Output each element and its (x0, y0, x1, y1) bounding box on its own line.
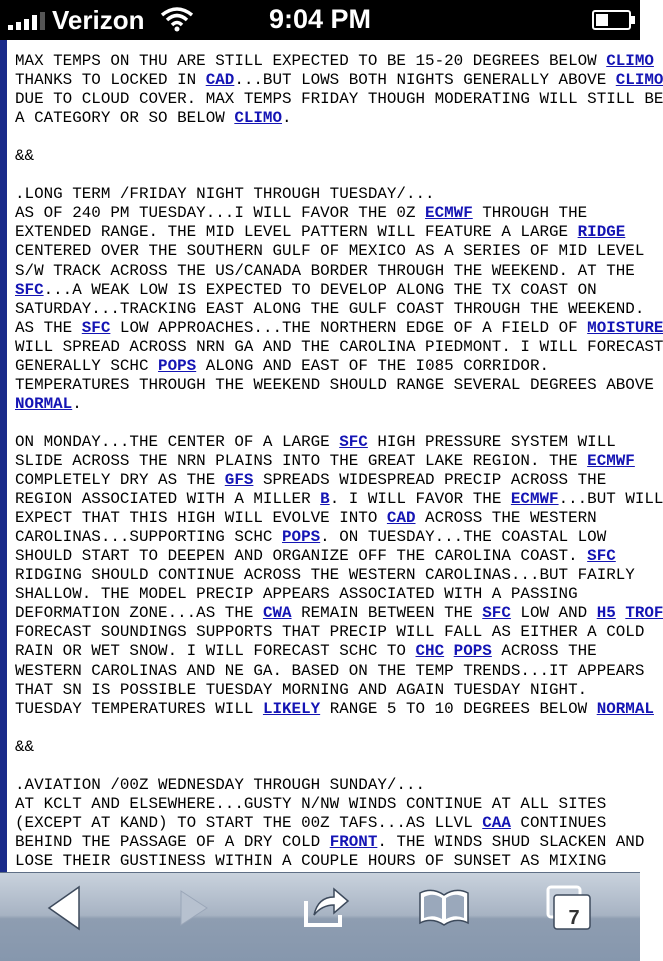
text-line (15, 433, 655, 452)
text-segment: S/W TRACK ACROSS THE US/CANADA BORDER THROUGH THE WEEKEND. AT THE (15, 261, 635, 280)
text-segment: CAROLINAS...SUPPORTING SCHC (15, 528, 283, 547)
text-segment: && (15, 147, 35, 166)
text-line (15, 719, 655, 738)
text-line (15, 623, 655, 642)
text-segment: . THE WINDS SHUD SLACKEN AND (377, 832, 645, 851)
text-segment: .AVIATION /00Z WEDNESDAY THROUGH SUNDAY/... (15, 775, 426, 794)
text-line (15, 262, 655, 281)
text-segment: && (15, 737, 35, 756)
glossary-link[interactable]: B (320, 490, 330, 509)
clock-time: 9:04 PM (268, 4, 372, 34)
text-segment: AS OF 240 PM TUESDAY...I WILL FAVOR THE 0Z (15, 204, 426, 223)
text-segment: THANKS TO LOCKED IN (15, 71, 206, 90)
text-segment: CENTERED OVER THE SOUTHERN GULF OF MEXICO AS A SERIES OF MID LEVEL (15, 242, 645, 261)
carrier-name: Verizon (52, 5, 145, 35)
glossary-link[interactable]: NORMAL (596, 699, 654, 718)
text-line (15, 300, 655, 319)
forward-button[interactable] (153, 883, 233, 951)
text-segment (616, 604, 626, 622)
text-segment: LOSE THEIR GUSTINESS WITHIN A COUPLE HOURS OF SUNSET AS MIXING (15, 851, 607, 870)
text-segment: THROUGH THE (472, 204, 588, 223)
text-line (15, 585, 655, 604)
share-icon (294, 883, 354, 933)
glossary-link[interactable]: H5 (596, 604, 616, 623)
text-segment: A CATEGORY OR SO BELOW (15, 109, 235, 128)
glossary-link[interactable]: CLIMO (234, 109, 283, 128)
text-line (15, 318, 663, 338)
back-button[interactable] (25, 883, 105, 951)
text-segment: SATURDAY...TRACKING EAST ALONG THE GULF COAST THROUGH THE WEEKEND. (15, 299, 645, 318)
status-bar (0, 0, 640, 40)
glossary-link[interactable]: CHC (415, 642, 445, 661)
tabs-button[interactable] (534, 883, 614, 951)
share-button[interactable] (284, 883, 364, 951)
text-segment: AS THE (15, 318, 82, 337)
glossary-link[interactable]: TROF (625, 604, 663, 623)
text-line (15, 376, 655, 395)
text-segment: SHALLOW. THE MODEL PRECIP APPEARS ASSOCIATED WITH A PASSING (15, 585, 578, 604)
text-line (15, 604, 663, 623)
text-line (15, 452, 655, 471)
text-line (15, 795, 655, 814)
glossary-link[interactable]: POPS (453, 642, 492, 661)
text-segment: LOW AND (510, 604, 597, 623)
text-line (15, 395, 655, 414)
text-segment: ...BUT LOWS BOTH NIGHTS GENERALLY ABOVE (234, 71, 616, 90)
text-segment: SPREADS WIDESPREAD PRECIP ACROSS THE (253, 471, 607, 490)
text-line (15, 547, 655, 566)
text-segment: EXPECT THAT THIS HIGH WILL EVOLVE INTO (15, 509, 387, 528)
text-segment: DEFORMATION ZONE...AS THE (15, 604, 263, 623)
text-line (15, 281, 655, 300)
glossary-link[interactable]: CAA (482, 813, 511, 832)
text-line (15, 166, 655, 185)
text-line (15, 566, 655, 585)
back-arrow-icon (45, 883, 85, 933)
text-segment: BEHIND THE PASSAGE OF A DRY COLD (15, 832, 330, 851)
text-line (15, 242, 655, 261)
glossary-link[interactable]: SFC (81, 318, 111, 337)
text-line (15, 147, 655, 166)
text-line (15, 357, 655, 376)
text-segment: RANGE 5 TO 10 DEGREES BELOW (320, 699, 597, 718)
text-segment: WILL SPREAD ACROSS NRN GA AND THE CAROLINA PIEDMONT. I WILL FORECAST (15, 337, 663, 356)
text-segment: TUESDAY TEMPERATURES WILL (15, 699, 263, 718)
text-segment: .LONG TERM /FRIDAY NIGHT THROUGH TUESDAY/... (15, 185, 435, 204)
text-line (15, 642, 655, 661)
text-segment: REMAIN BETWEEN THE (291, 604, 483, 623)
text-segment: . (282, 109, 292, 128)
text-segment: RAIN OR WET SNOW. I WILL FORECAST SCHC TO (15, 642, 416, 661)
text-segment: SLIDE ACROSS THE NRN PLAINS INTO THE GREAT LAKE REGION. THE (15, 451, 588, 470)
text-line (15, 337, 663, 357)
text-line (15, 90, 663, 109)
forecast-discussion-text (15, 52, 663, 871)
text-segment: ACROSS THE (491, 642, 597, 661)
text-segment: RIDGING SHOULD CONTINUE ACROSS THE WESTERN CAROLINAS...BUT FAIRLY (15, 566, 635, 585)
text-line (15, 528, 655, 547)
glossary-link[interactable]: POPS (158, 356, 197, 375)
text-line (15, 852, 655, 871)
text-segment: SHOULD START TO DEEPEN AND ORGANIZE OFF THE CAROLINA COAST. (15, 547, 588, 566)
glossary-link[interactable]: CLIMO (606, 52, 654, 70)
safari-toolbar (0, 872, 640, 961)
text-segment: ...BUT WILL (558, 490, 663, 509)
text-line (15, 71, 663, 90)
glossary-link[interactable]: LIKELY (262, 699, 321, 718)
text-segment: CONTINUES (510, 813, 607, 832)
text-line (15, 776, 655, 795)
text-segment: DUE TO CLOUD COVER. MAX TEMPS FRIDAY THOUGH MODERATING WILL STILL BE (15, 90, 663, 109)
text-segment: ON MONDAY...THE CENTER OF A LARGE (15, 432, 340, 451)
text-segment: MAX TEMPS ON THU ARE STILL EXPECTED TO BE 15-20 DEGREES BELOW (15, 52, 607, 70)
text-line (15, 414, 655, 433)
text-line (15, 757, 655, 776)
text-segment: EXTENDED RANGE. THE MID LEVEL PATTERN WILL FEATURE A LARGE (15, 223, 578, 242)
bookmarks-button[interactable] (404, 883, 484, 951)
glossary-link[interactable]: CAD (205, 71, 235, 90)
page-left-border (0, 40, 7, 872)
text-segment: ...A WEAK LOW IS EXPECTED TO DEVELOP ALONG THE TX COAST ON (43, 280, 597, 299)
glossary-link[interactable]: CWA (262, 604, 292, 623)
text-segment: REGION ASSOCIATED WITH A MILLER (15, 490, 321, 509)
text-line (15, 681, 655, 700)
glossary-link[interactable]: CAD (386, 509, 416, 528)
glossary-link[interactable]: MOISTURE (587, 318, 663, 337)
text-segment: ALONG AND EAST OF THE I085 CORRIDOR. (196, 356, 550, 375)
text-segment: FORECAST SOUNDINGS SUPPORTS THAT PRECIP WILL FALL AS EITHER A COLD (15, 623, 645, 642)
glossary-link[interactable]: RIDGE (577, 223, 626, 242)
glossary-link[interactable]: FRONT (329, 832, 378, 851)
glossary-link[interactable]: SFC (482, 604, 511, 623)
text-line (15, 109, 655, 128)
glossary-link[interactable]: ECMWF (425, 204, 473, 223)
text-line (15, 185, 655, 204)
text-segment: . ON TUESDAY...THE COASTAL LOW (320, 528, 607, 547)
text-segment: TEMPERATURES THROUGH THE WEEKEND SHOULD RANGE SEVERAL DEGREES ABOVE (15, 375, 654, 394)
text-segment: . I WILL FAVOR THE (329, 490, 511, 509)
glossary-link[interactable]: GFS (224, 471, 254, 490)
tab-count: 7 (568, 907, 580, 929)
text-line (15, 128, 655, 147)
glossary-link[interactable]: ECMWF (587, 451, 635, 470)
glossary-link[interactable]: POPS (282, 528, 321, 547)
text-line (15, 204, 655, 223)
text-segment: (EXCEPT AT KAND) TO START THE 00Z TAFS...AS LLVL (15, 813, 483, 832)
text-line (15, 662, 655, 681)
text-segment: LOW APPROACHES...THE NORTHERN EDGE OF A FIELD OF (110, 318, 588, 337)
text-segment: . (72, 394, 82, 413)
text-line (15, 509, 655, 528)
text-segment: GENERALLY SCHC (15, 356, 159, 375)
text-line (15, 52, 655, 71)
battery-icon (592, 10, 636, 30)
glossary-link[interactable]: NORMAL (15, 394, 73, 413)
text-segment: HIGH PRESSURE SYSTEM WILL (367, 432, 616, 451)
text-line (15, 223, 655, 242)
glossary-link[interactable]: ECMWF (510, 490, 559, 509)
text-line (15, 490, 663, 509)
text-segment: ACROSS THE WESTERN (415, 509, 597, 528)
text-segment: THAT SN IS POSSIBLE TUESDAY MORNING AND AGAIN TUESDAY NIGHT. (15, 680, 588, 699)
text-segment (444, 642, 454, 660)
text-line (15, 700, 655, 719)
web-page-content[interactable] (0, 40, 663, 872)
forward-arrow-icon (173, 883, 213, 933)
text-line (15, 833, 655, 852)
glossary-link[interactable]: SFC (339, 432, 368, 451)
text-segment: AT KCLT AND ELSEWHERE...GUSTY N/NW WINDS CONTINUE AT ALL SITES (15, 794, 607, 813)
text-segment: WESTERN CAROLINAS AND NE GA. BASED ON THE TEMP TRENDS...IT APPEARS (15, 661, 645, 680)
glossary-link[interactable]: CLIMO (615, 71, 663, 90)
glossary-link[interactable]: SFC (15, 280, 44, 299)
text-line (15, 814, 655, 833)
text-segment: COMPLETELY DRY AS THE (15, 471, 225, 490)
text-line (15, 471, 655, 490)
glossary-link[interactable]: SFC (587, 547, 616, 566)
bookmarks-icon (414, 883, 474, 933)
text-line (15, 738, 655, 757)
